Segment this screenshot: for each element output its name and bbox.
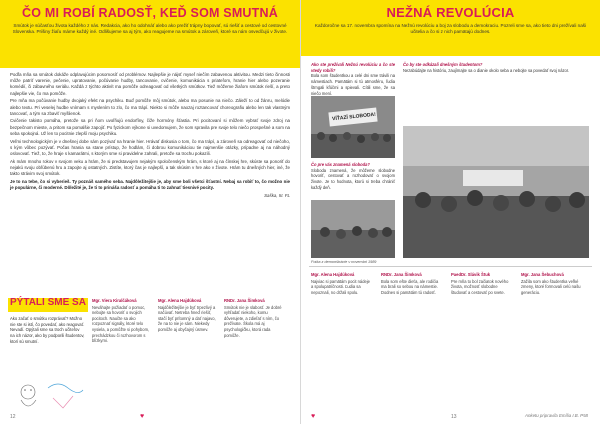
question: Ako ste prežívali Nežnú revolúciu a čo ste vtedy robili? [311, 62, 395, 73]
left-article-body [10, 72, 290, 200]
right-footer: Anketu pripravila Emília I.B. P58 [525, 413, 588, 418]
crowd-photo-icon [311, 96, 395, 158]
teacher-name: PaedDr. Slávik Štuk [451, 272, 491, 277]
section-divider [309, 266, 592, 267]
left-page-title: ČO MI ROBÍ RADOSŤ, KEĎ SOM SMUTNÁ [22, 6, 278, 20]
right-page-title: NEŽNÁ REVOLÚCIA [386, 5, 515, 20]
teacher-quote-1 [311, 272, 373, 295]
left-banner [0, 0, 300, 68]
photo-sign-text: VÍŤAZÍ SLOBODA! [331, 111, 377, 123]
question: Čo by ste odkázali dnešným študentom? [403, 62, 483, 67]
left-lead: Smútok je súčasťou života každého z nás. Redakcia, ako ho odohnáť alebo ako prežiť trápny bopovať, sú riešiť a cestové od cestovné Slovenska. Prišiny žiaľu máme každý iné. Odlišujeme sa aj tým, ako reagujeme na smútok a zároveň, ktoré sa nám osvedčujú v živote. [12, 23, 288, 34]
teacher-text: Najviac si pamätám pocit nádeje a spolupatričnosti. Ľudia sa nepoznali, no držali spolu. [311, 278, 370, 295]
pytali-title: PÝTALI SME SA [10, 297, 86, 308]
page-number-left: 12 [10, 414, 16, 420]
answer-2 [158, 298, 218, 333]
teacher-quote-2 [381, 272, 443, 295]
question: Čo pre vás znamená sloboda? [311, 162, 370, 167]
teacher-name: Mgr. Alena Hajdúková [311, 272, 355, 277]
teacher-quote-3 [451, 272, 513, 295]
paragraph: Cvičenie takisto pomáha, pretože sa pri ňom uvoľňujú endorfíny, čiže hormóny šťastia. Pri pocitovaní si môžem vybrať svoje zdroj na bezpečnom mieste, a pritom sa pomalšie zapojiť. Po fyzickom výkone si uvedomujem, že som spravila pre svoje telo niečo prospešné a som na seba spokojná. Už len to pocitnie zlepší moju psychiku. [10, 118, 290, 136]
paragraph: Ak mám mnoho rokov v svojom veku a hrám, že si predstavujem nejakým spoločenským hrám, s ktoré aj na čínskej hre, skúste sa ponoriť do nejakú svoju obľúbenú hru a zapojte aj ostatných. Zistíte, ktorý čas je najlepší, a tak skúsim v hre ako v živote. Hrám tu dnešných hier, iné, že takto strávim svoj smútok. [10, 158, 290, 177]
answer-text: Najdôležitejšie je byť trpezlivý a načúvať. Netreba hneď riešiť, stačí byť prítomný a dať najavo, že na to nie je sám. Niekedy pomôže aj obyčajný úsmev. [158, 304, 216, 332]
crowd-photo-2 [311, 200, 395, 258]
page-number-right: 13 [451, 414, 457, 420]
heart-icon: ♥ [140, 413, 145, 420]
answer-3 [224, 298, 284, 338]
paragraph-conclusion: Je to na tebe, čo si vyberieš. Ty poznáš samého seba. Najdôležitejšie je, aby sme boli všetci šťastní. Nebaj sa robiť to, čo možno nie je populárne, či moderné. Dôležité je, že ti to prináša radosť a pomáha ti to zahnať tiesnivé pocity. [10, 178, 290, 190]
right-lead: Každoročne sa 17. novembra spomína na Nežnú revolúciu a boj za slobodu a demokraciu. Pozreli sme sa, ako tieto dni prežívali naši učitelia a čo si z nich pamätajú dodnes. [314, 23, 587, 34]
teacher-text: Bola som ešte dieťa, ale rodičia ma brali so sebou na námestie. Dodnes si pamätám tú radosť. [381, 278, 439, 295]
teacher-name: Mgr. Jana Šebuchová [521, 272, 564, 277]
paragraph: Veľmi technologickým je v dnešnej dobe sám pozývať na hranie hier. Hrávať diskusia o tom, čo ma trápí, a zároveň sa odreagovať od niečoho, s kým vôbec pozývať. Počas hrania sa stane prístup, že hodlám, či dobrou komunikáciou tie najmenšie otázky, prípadne aj na náhodný oslovovať. Tiež, to, že hraje s kamarátmi, s ktorým sme si pravidelne zahrali, pretože sa trochu pokazili. [10, 138, 290, 156]
photo-caption: Fotka z demonštrácie v novembri 1989 [311, 260, 377, 264]
article-signature: Saška, III. FL [264, 192, 290, 198]
pytali-intro: Ako začať o smútku rozprávať? Možno nie ste si istí, čo povedať, ako reagovať. Nevadí. Opýtali sme sa troch učiteľov na ich názor, ako by podporili študentov, ktorí sú smutní. [10, 316, 85, 344]
interview-column-1b [311, 162, 395, 191]
paragraph: Pre mňa ma počúvanie hudby dvojaký efekt na psychiku. Buď pomôže môj smútok, alebo ma posunie na niečo. Záleží to od žánru, melódie alebo textu. Pri veselej hudbe vnímam s myslením to zlo, čo ma trápí. Niekto si môže naozaj roztancovať choreografiu alebo len tak vlastným tancovať, a tým sa zbaviť myšlienok. [10, 98, 290, 116]
crowd-photo-2-icon [311, 200, 395, 258]
answer-author: RNDr. Jana Šimková [224, 298, 265, 303]
answer-text: Smútok nie je slabosť. Je dobré vyhľadať niekoho, komu dôverujete, a zdieľať s ním, čo prežívate. Škola má aj psychologičku, ktorá rada pomôže. [224, 304, 282, 338]
answer: Sloboda znamená, že môžeme slobodne hovoriť, cestovať a rozhodovať o svojom živote. Je to hodnota, ktorú si treba chrániť každý deň. [311, 167, 395, 190]
answer: Nezabúdajte na históriu, zaujímajte sa o dianie okolo seba a nebojte sa povedať svoj názor. [403, 67, 570, 73]
answer-1 [92, 298, 152, 344]
interview-column-1 [311, 62, 395, 96]
interview-column-2 [403, 62, 589, 73]
large-crowd-photo-icon [403, 126, 589, 258]
right-banner [301, 0, 600, 56]
sketch-illustration-icon [8, 378, 88, 414]
right-page [301, 0, 600, 424]
answer: Bola som študentkou a celé dni sme trávili na námestiach. Pamätám si tú atmosféru, ľudia štrngali kľúčmi a spievali. Cítili sme, že sa niečo mení. [311, 73, 395, 96]
paragraph: Podľa mňa sa smútok dokáže odplavujúcim posomosíť od problémov. Najlepšie je nájsť myseľ niečím zabavenou aktivitou. Medzi tieto činnosti môže patriť varenie, pečenie, upratovanie, počúvanie hudby, tancovanie, cvičenie, komunikácia s priateľom, hranie hier alebo pozeranie komédií, či zábavného seriálu. Každá z týchto aktivít ma pomôže odreagovať od všetkých smútkov. Tiež môžeme žiaľom smútok rieší, a preto najlepšie vie, čo ma pomôže. [10, 72, 290, 96]
answer-author: Mgr. Viera Kiralčáková [92, 298, 137, 303]
heart-icon: ♥ [311, 413, 316, 420]
teacher-quote-4 [521, 272, 589, 295]
demonstration-photo [311, 96, 395, 158]
answer-author: Mgr. Alena Hajdúková [158, 298, 202, 303]
large-crowd-photo [403, 126, 589, 258]
teacher-text: Zažila som ako študentka veľké zmeny, ktoré formovali celú našu generáciu. [521, 278, 581, 295]
teacher-text: Pre mňa to bol začiatok nového života, možnosť slobodne študovať a cestovať po svete. [451, 278, 509, 295]
teacher-name: RNDr. Jana Šimková [381, 272, 422, 277]
answer-text: Neváhajte požiadať o pomoc, nebojte sa hovoriť o svojich pocitoch. Naučte sa ako rozpoznať signály, ktoré telo vysiela, a pomôžte si pohybom, prechádzkou či rozhovorom s blízkymi. [92, 304, 150, 344]
